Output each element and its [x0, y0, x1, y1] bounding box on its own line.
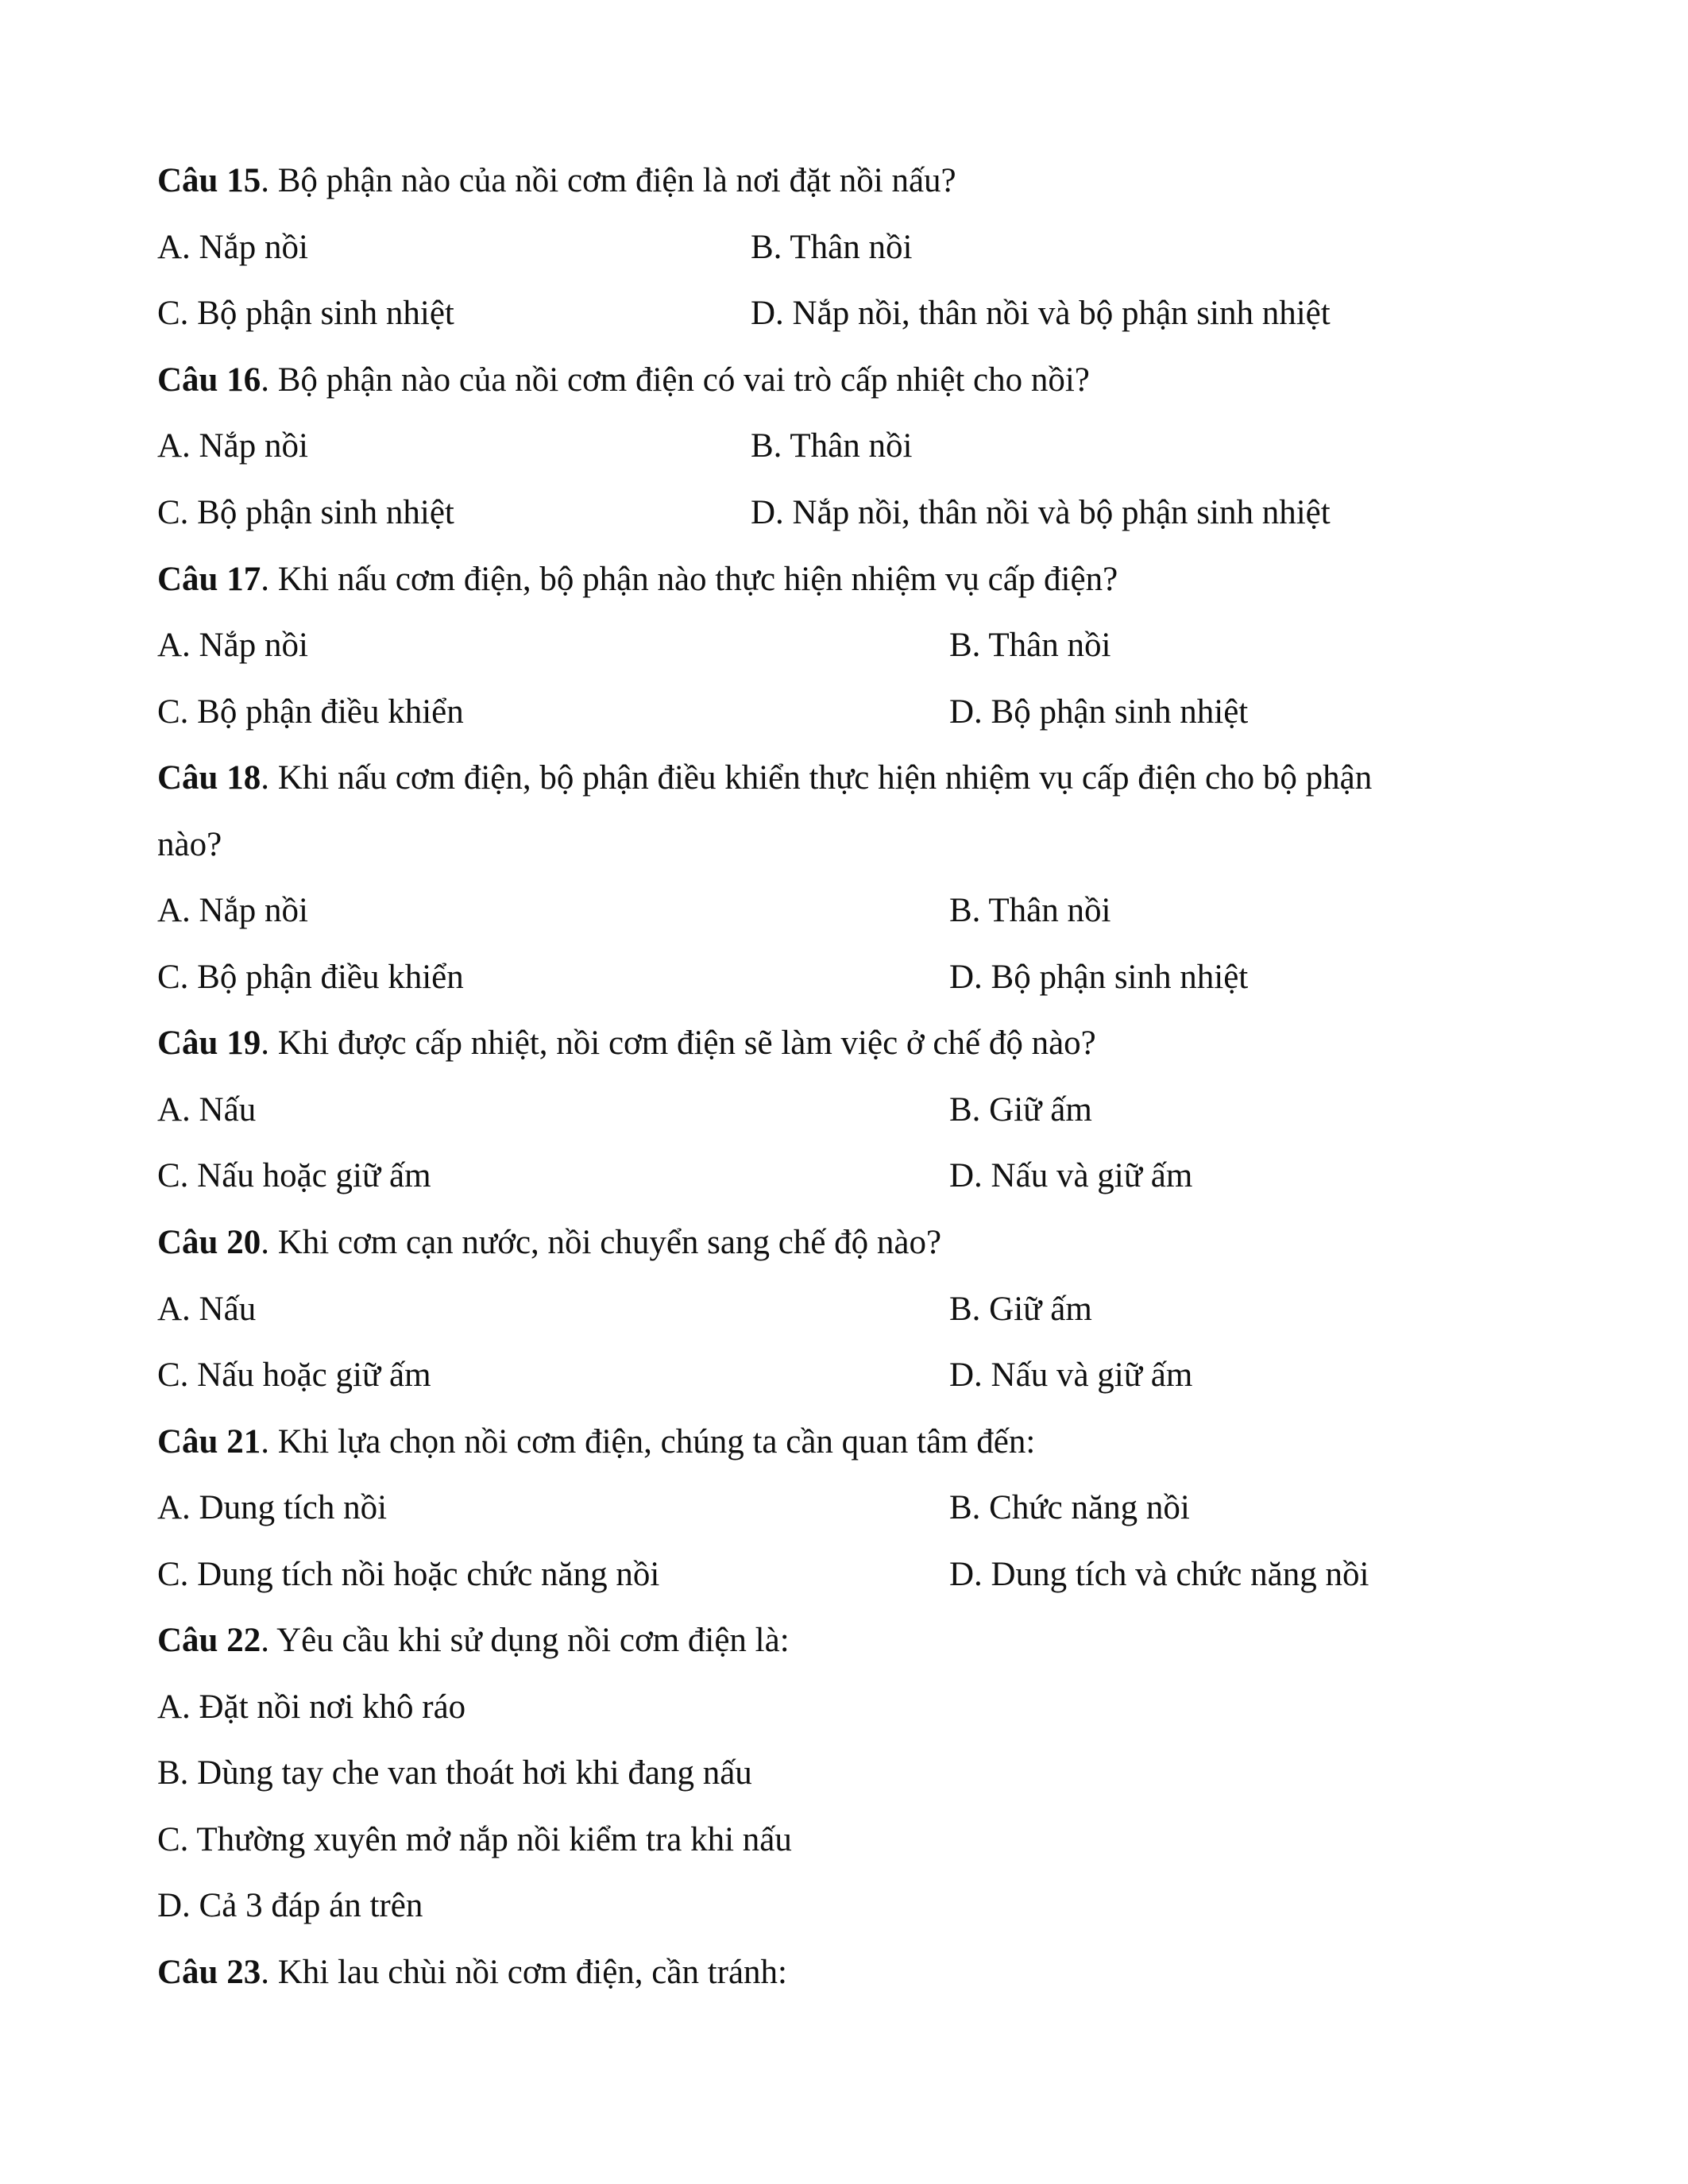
question-15: [157, 157, 956, 205]
question-label: Câu 18: [157, 759, 261, 797]
question-label: Câu 23: [157, 1954, 261, 1991]
option-d: D. Nấu và giữ ấm: [949, 1356, 1193, 1394]
option-b: B. Dùng tay che van thoát hơi khi đang nấu: [157, 1754, 752, 1792]
question-19: [157, 1020, 1096, 1067]
question-text: . Khi lau chùi nồi cơm điện, cần tránh:: [261, 1954, 788, 1991]
option-c: C. Bộ phận sinh nhiệt: [157, 295, 454, 332]
option-a: A. Nắp nồi: [157, 427, 308, 465]
question-18-continuation: nào?: [157, 826, 222, 863]
question-label: Câu 15: [157, 162, 261, 199]
option-d: D. Bộ phận sinh nhiệt: [949, 693, 1249, 731]
question-text: . Khi nấu cơm điện, bộ phận nào thực hiện nhiệm vụ cấp điện?: [261, 561, 1118, 598]
question-text: . Khi lựa chọn nồi cơm điện, chúng ta cần quan tâm đến:: [261, 1423, 1036, 1461]
option-a: A. Nắp nồi: [157, 892, 308, 929]
question-label: Câu 17: [157, 561, 261, 598]
option-c: C. Bộ phận sinh nhiệt: [157, 494, 454, 531]
question-text: . Yêu cầu khi sử dụng nồi cơm điện là:: [261, 1622, 790, 1659]
option-b: B. Thân nồi: [949, 627, 1111, 664]
question-label: Câu 20: [157, 1224, 261, 1261]
question-text: . Khi nấu cơm điện, bộ phận điều khiển thực hiện nhiệm vụ cấp điện cho bộ phận: [261, 759, 1373, 797]
question-16: [157, 357, 1090, 404]
question-20: [157, 1219, 941, 1267]
option-d: D. Nắp nồi, thân nồi và bộ phận sinh nhiệt: [751, 295, 1331, 332]
question-label: Câu 19: [157, 1024, 261, 1062]
question-label: Câu 22: [157, 1622, 261, 1659]
option-c: C. Bộ phận điều khiển: [157, 693, 464, 731]
question-label: Câu 16: [157, 361, 261, 399]
option-d: D. Nấu và giữ ấm: [949, 1157, 1193, 1194]
option-b: B. Giữ ấm: [949, 1091, 1092, 1129]
option-a: A. Nấu: [157, 1291, 257, 1328]
question-text: . Khi được cấp nhiệt, nồi cơm điện sẽ làm việc ở chế độ nào?: [261, 1024, 1096, 1062]
option-d: D. Nắp nồi, thân nồi và bộ phận sinh nhiệt: [751, 494, 1331, 531]
option-c: C. Nấu hoặc giữ ấm: [157, 1356, 431, 1394]
option-a: A. Dung tích nồi: [157, 1489, 388, 1526]
option-a: A. Nắp nồi: [157, 229, 308, 266]
option-a: A. Đặt nồi nơi khô ráo: [157, 1688, 466, 1726]
option-b: B. Thân nồi: [949, 892, 1111, 929]
option-c: C. Dung tích nồi hoặc chức năng nồi: [157, 1556, 660, 1593]
question-text: . Bộ phận nào của nồi cơm điện có vai trò cấp nhiệt cho nồi?: [261, 361, 1090, 399]
option-d: D. Cả 3 đáp án trên: [157, 1887, 423, 1924]
question-18: [157, 754, 1372, 802]
option-c: C. Nấu hoặc giữ ấm: [157, 1157, 431, 1194]
question-22: [157, 1617, 790, 1665]
option-b: B. Thân nồi: [751, 427, 913, 465]
option-b: B. Thân nồi: [751, 229, 913, 266]
question-17: [157, 556, 1118, 604]
option-d: D. Bộ phận sinh nhiệt: [949, 959, 1249, 996]
question-21: [157, 1418, 1035, 1466]
option-a: A. Nấu: [157, 1091, 257, 1129]
question-label: Câu 21: [157, 1423, 261, 1461]
option-b: B. Giữ ấm: [949, 1291, 1092, 1328]
question-text: . Khi cơm cạn nước, nồi chuyển sang chế độ nào?: [261, 1224, 942, 1261]
option-a: A. Nắp nồi: [157, 627, 308, 664]
option-c: C. Bộ phận điều khiển: [157, 959, 464, 996]
option-c: C. Thường xuyên mở nắp nồi kiểm tra khi nấu: [157, 1821, 792, 1858]
question-23: [157, 1949, 787, 1997]
question-text: . Bộ phận nào của nồi cơm điện là nơi đặt nồi nấu?: [261, 162, 956, 199]
option-b: B. Chức năng nồi: [949, 1489, 1190, 1526]
option-d: D. Dung tích và chức năng nồi: [949, 1556, 1369, 1593]
